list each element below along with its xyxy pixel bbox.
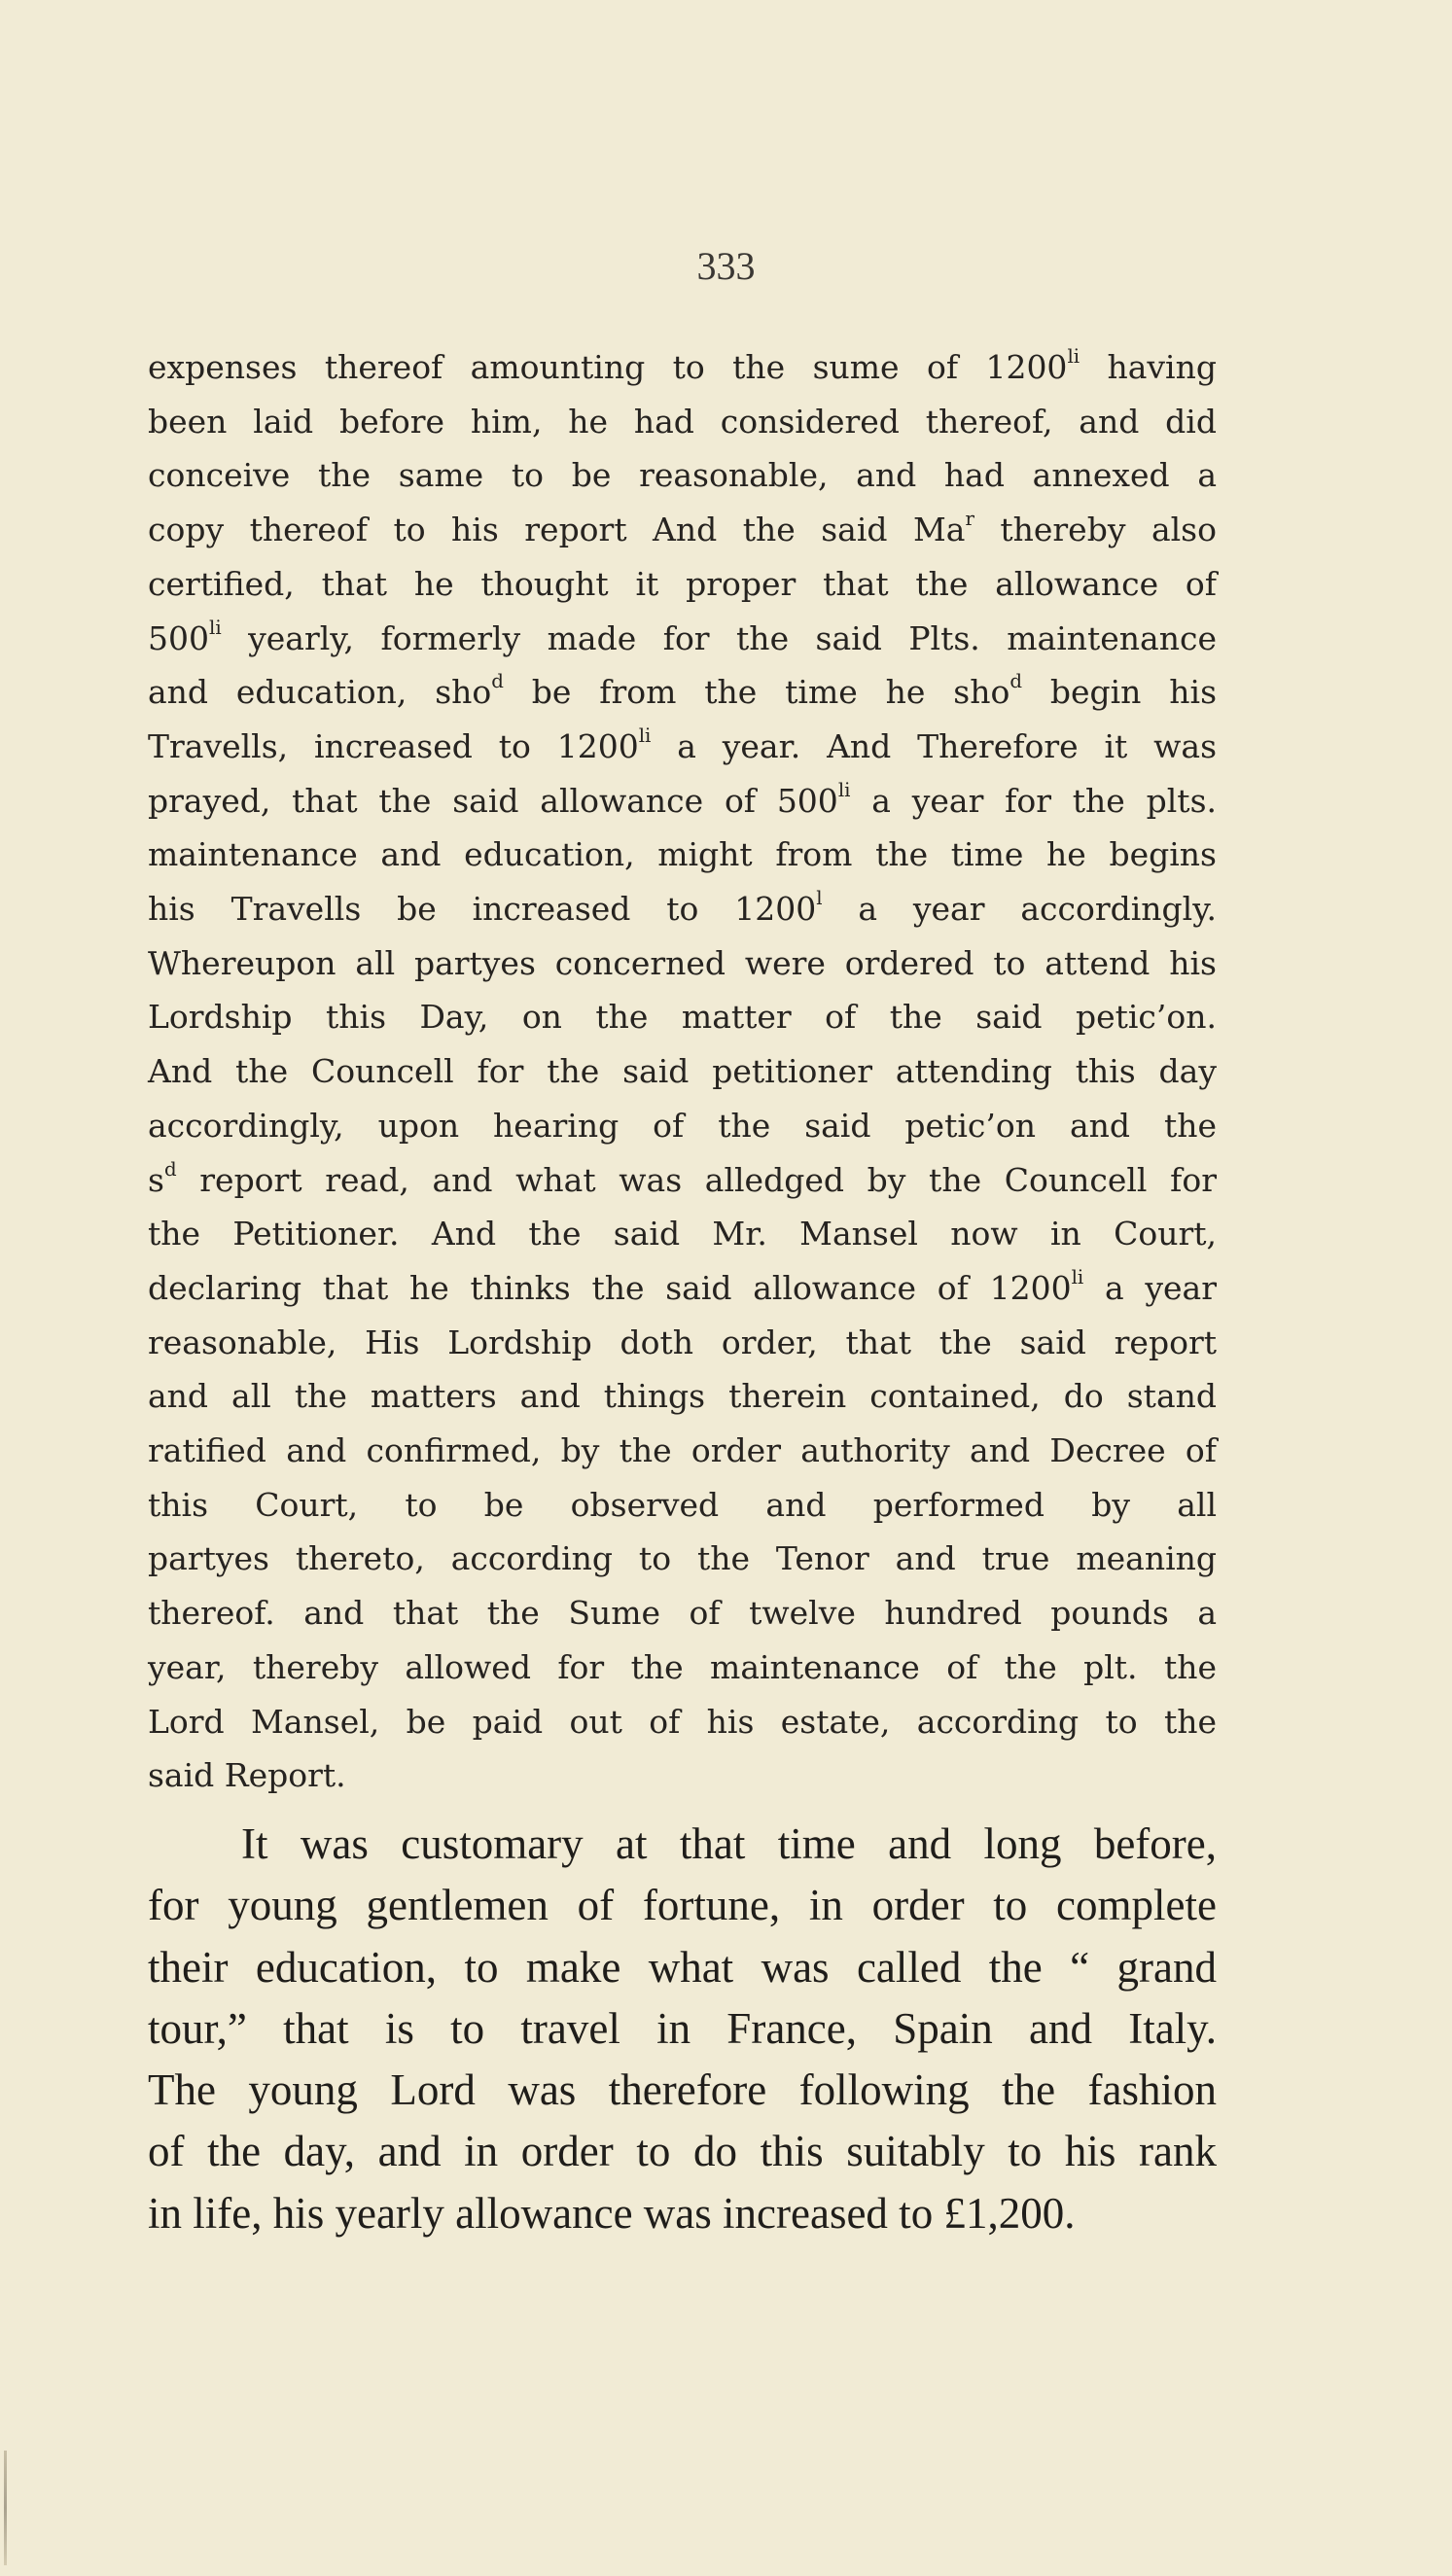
superscript: d — [1009, 670, 1022, 693]
quoted-line — [148, 1153, 1217, 1208]
quoted-text: expenses thereof amounting to the sume of 1200 — [148, 348, 1068, 386]
quoted-text: having — [1080, 348, 1217, 386]
commentary-line: their education, to make what was called the “ grand — [148, 1942, 1217, 1992]
quoted-line — [148, 774, 1217, 829]
quoted-line — [148, 1748, 1217, 1803]
commentary-line: The young Lord was therefore following the fashion — [148, 2065, 1217, 2115]
superscript: li — [209, 616, 222, 639]
quoted-text: yearly, formerly made for the said Plts. maintenance — [221, 618, 1217, 657]
quoted-text: declaring that he thinks the said allowance of 1200 — [148, 1268, 1072, 1307]
quoted-text: be from the time he sho — [503, 673, 1010, 712]
commentary-line: tour,” that is to travel in France, Spain and Italy. — [148, 2003, 1217, 2053]
quoted-text: conceive the same to be reasonable, and had annexed a — [148, 456, 1217, 495]
quoted-text: thereof. and that the Sume of twelve hundred pounds a — [148, 1594, 1217, 1633]
quoted-line — [148, 395, 1217, 449]
quoted-line — [148, 1316, 1217, 1370]
quoted-line — [148, 448, 1217, 503]
quoted-text: a year for the plts. — [850, 781, 1217, 820]
quoted-line — [148, 1207, 1217, 1261]
quoted-text: a year. And Therefore it was — [651, 726, 1217, 765]
quoted-text: report read, and what was alledged by the Councell for — [176, 1160, 1217, 1199]
commentary-line: It was customary at that time and long before, — [241, 1819, 1217, 1868]
quoted-text: ratified and confirmed, by the order authority and Decree of — [148, 1431, 1217, 1470]
quoted-text: Lordship this Day, on the matter of the said petic’on. — [148, 998, 1217, 1037]
quoted-line — [148, 1532, 1217, 1586]
quoted-text: maintenance and education, might from the time he begins — [148, 835, 1217, 874]
commentary-paragraph — [148, 1814, 1217, 2244]
quoted-line — [148, 503, 1217, 557]
quoted-line — [148, 612, 1217, 666]
quoted-text: partyes thereto, according to the Tenor and true meaning — [148, 1539, 1217, 1578]
quoted-line — [148, 340, 1217, 395]
superscript: d — [491, 670, 504, 693]
quoted-line — [148, 1695, 1217, 1749]
quoted-line — [148, 1261, 1217, 1316]
quoted-text: prayed, that the said allowance of 500 — [148, 781, 838, 820]
page-number: 333 — [696, 244, 756, 288]
quoted-line — [148, 1099, 1217, 1153]
quoted-text: begin his — [1022, 673, 1218, 712]
superscript: li — [837, 778, 851, 801]
quoted-line — [148, 1586, 1217, 1641]
quoted-line — [148, 1641, 1217, 1695]
quoted-text: And the Councell for the said petitioner attending this day — [148, 1052, 1217, 1091]
quoted-line — [148, 882, 1217, 936]
quoted-text: Lord Mansel, be paid out of his estate, according to the — [148, 1702, 1217, 1741]
quoted-line — [148, 936, 1217, 991]
superscript: li — [638, 724, 652, 748]
quoted-line — [148, 665, 1217, 720]
quoted-text: reasonable, His Lordship doth order, that the said report — [148, 1323, 1217, 1361]
quoted-text: and all the matters and things therein contained, do stand — [148, 1377, 1217, 1416]
quoted-line — [148, 1424, 1217, 1478]
quoted-text: certified, that he thought it proper that the allowance of — [148, 564, 1217, 603]
quoted-line — [148, 557, 1217, 612]
quoted-line — [148, 828, 1217, 882]
superscript: d — [163, 1157, 177, 1181]
superscript: l — [816, 887, 823, 910]
quoted-court-order — [148, 340, 1217, 1803]
commentary-line: for young gentlemen of fortune, in order to complete — [148, 1881, 1217, 1930]
quoted-text: the Petitioner. And the said Mr. Mansel now in Court, — [148, 1215, 1217, 1253]
quoted-text: year, thereby allowed for the maintenance of the plt. the — [148, 1647, 1217, 1686]
quoted-text: a year accordingly. — [822, 890, 1217, 929]
quoted-text: thereby also — [974, 511, 1217, 549]
quoted-text: a year — [1083, 1268, 1217, 1307]
superscript: li — [1067, 345, 1080, 369]
quoted-line — [148, 720, 1217, 774]
superscript: li — [1071, 1266, 1084, 1289]
quoted-text: this Court, to be observed and performed by all — [148, 1485, 1217, 1524]
commentary-line: of the day, and in order to do this suitably to his rank — [148, 2127, 1217, 2176]
quoted-text: s — [148, 1160, 164, 1199]
quoted-text: Whereupon all partyes concerned were ordered to attend his — [148, 943, 1217, 982]
quoted-text: said Report. — [148, 1756, 346, 1795]
quoted-line — [148, 1369, 1217, 1424]
quoted-text: copy thereof to his report And the said Ma — [148, 511, 966, 549]
page-edge-mark — [4, 2451, 7, 2565]
quoted-text: 500 — [148, 618, 209, 657]
quoted-line — [148, 1044, 1217, 1099]
quoted-text: accordingly, upon hearing of the said petic’on and the — [148, 1106, 1217, 1145]
quoted-text: his Travells be increased to 1200 — [148, 890, 817, 929]
quoted-text: been laid before him, he had considered thereof, and did — [148, 402, 1217, 441]
quoted-line — [148, 990, 1217, 1044]
quoted-line — [148, 1478, 1217, 1533]
quoted-text: and education, sho — [148, 673, 492, 712]
quoted-text: Travells, increased to 1200 — [148, 726, 639, 765]
commentary-line: in life, his yearly allowance was increased to £1,200. — [148, 2188, 1076, 2238]
superscript: r — [965, 508, 974, 531]
